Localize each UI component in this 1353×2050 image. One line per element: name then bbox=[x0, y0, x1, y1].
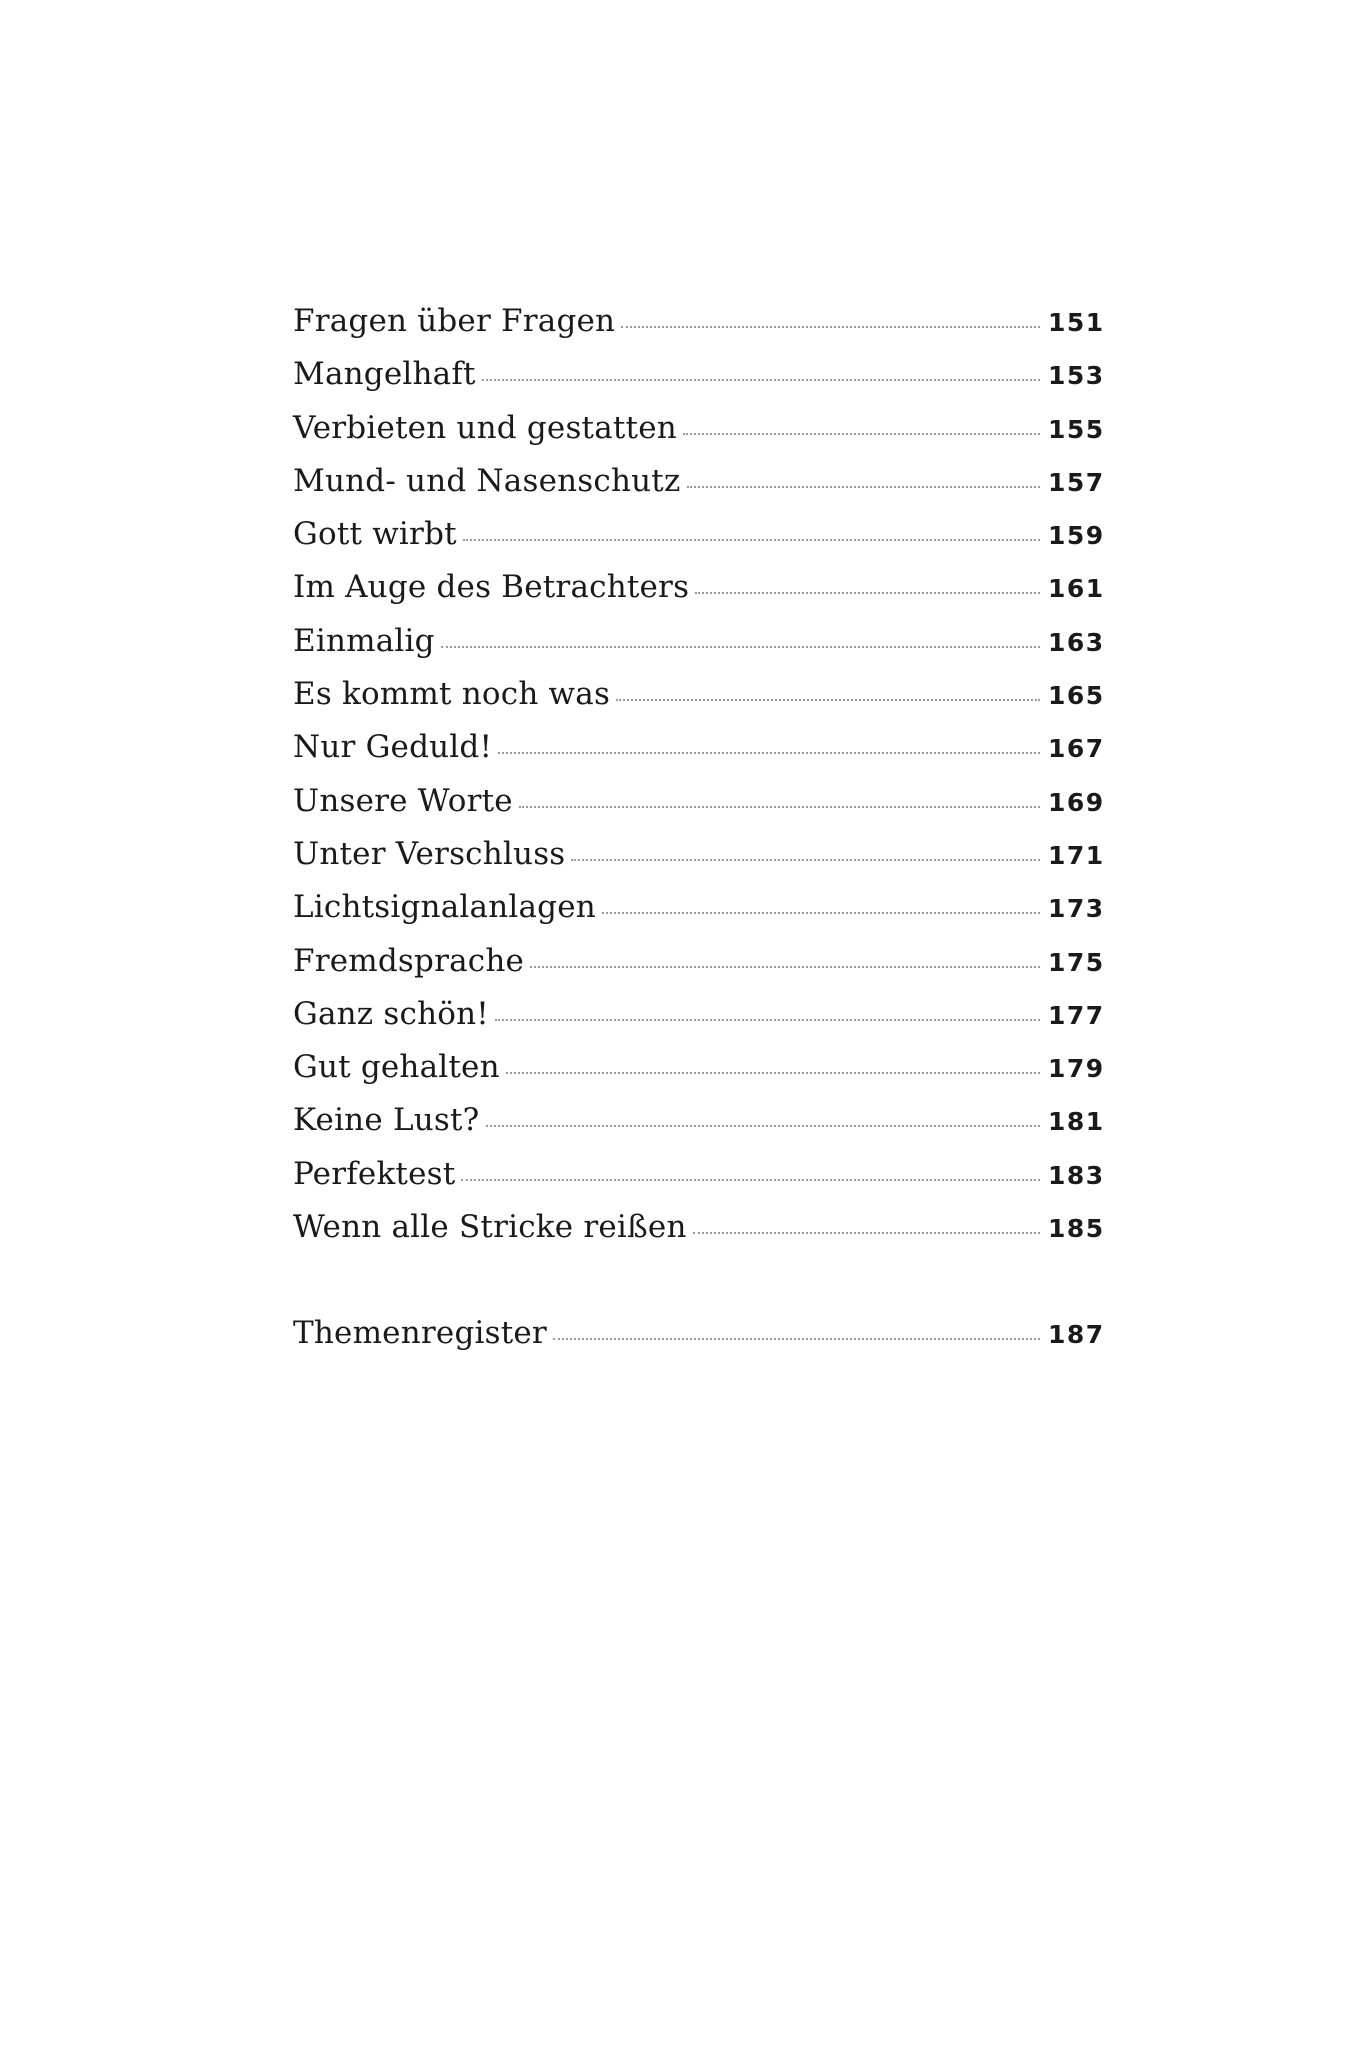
toc-entry-page-number: 165 bbox=[1048, 681, 1105, 711]
toc-entry-title: Wenn alle Stricke reißen bbox=[293, 1209, 687, 1246]
toc-entry-title: Unter Verschluss bbox=[293, 835, 566, 872]
toc-entry[interactable] bbox=[293, 782, 1105, 836]
toc-entry-title: Verbieten und gestatten bbox=[293, 409, 677, 446]
dot-leader bbox=[495, 1019, 1040, 1021]
toc-entry-page-number: 183 bbox=[1048, 1160, 1105, 1190]
toc-entry[interactable] bbox=[293, 356, 1105, 409]
dot-leader bbox=[486, 1125, 1041, 1127]
toc-entry-title: Keine Lust? bbox=[293, 1102, 480, 1139]
toc-entry-list bbox=[293, 303, 1105, 1262]
dot-leader bbox=[498, 752, 1040, 754]
toc-entry-title: Im Auge des Betrachters bbox=[293, 569, 690, 606]
toc-entry-page-number: 177 bbox=[1048, 1000, 1105, 1030]
dot-leader bbox=[683, 433, 1040, 435]
dot-leader bbox=[530, 966, 1040, 968]
toc-entry-page-number: 155 bbox=[1048, 414, 1105, 444]
toc-entry[interactable] bbox=[293, 835, 1105, 889]
toc-entry[interactable] bbox=[293, 942, 1105, 996]
dot-leader bbox=[519, 806, 1040, 808]
toc-entry-page-number: 187 bbox=[1048, 1320, 1105, 1350]
toc-entry-title: Einmalig bbox=[293, 622, 435, 659]
toc-entry[interactable] bbox=[293, 729, 1105, 782]
toc-entry-page-number: 171 bbox=[1048, 840, 1105, 870]
toc-entry[interactable] bbox=[293, 569, 1105, 622]
dot-leader bbox=[695, 592, 1040, 594]
toc-entry-page-number: 169 bbox=[1048, 787, 1105, 817]
dot-leader bbox=[616, 699, 1040, 701]
toc-entry-themenregister[interactable] bbox=[293, 1315, 1105, 1368]
toc-entry[interactable] bbox=[293, 409, 1105, 463]
toc-entry[interactable] bbox=[293, 303, 1105, 356]
toc-entry-title: Gott wirbt bbox=[293, 516, 457, 553]
toc-entry-page-number: 157 bbox=[1048, 467, 1105, 497]
dot-leader bbox=[463, 539, 1040, 541]
toc-entry-title: Fremdsprache bbox=[293, 942, 525, 979]
toc-entry-page-number: 179 bbox=[1048, 1054, 1105, 1084]
toc-entry[interactable] bbox=[293, 889, 1105, 942]
toc-entry-title: Fragen über Fragen bbox=[293, 303, 616, 339]
toc-entry[interactable] bbox=[293, 462, 1105, 516]
dot-leader bbox=[621, 326, 1040, 328]
toc-entry-title: Lichtsignalanlagen bbox=[293, 889, 596, 926]
toc-entry[interactable] bbox=[293, 1102, 1105, 1155]
toc-entry[interactable] bbox=[293, 1155, 1105, 1209]
toc-entry-title: Nur Geduld! bbox=[293, 729, 493, 766]
dot-leader bbox=[687, 486, 1041, 488]
toc-entry-page-number: 159 bbox=[1048, 521, 1105, 551]
toc-entry-page-number: 151 bbox=[1048, 308, 1105, 337]
toc-entry-page-number: 163 bbox=[1048, 627, 1105, 657]
toc-entry-title: Unsere Worte bbox=[293, 782, 513, 819]
toc-entry-page-number: 185 bbox=[1048, 1214, 1105, 1244]
table-of-contents bbox=[293, 303, 1105, 1369]
toc-entry-title: Perfektest bbox=[293, 1155, 456, 1192]
toc-entry-page-number: 181 bbox=[1048, 1107, 1105, 1137]
dot-leader bbox=[553, 1338, 1040, 1340]
toc-entry[interactable] bbox=[293, 1049, 1105, 1102]
dot-leader bbox=[571, 859, 1040, 861]
toc-entry[interactable] bbox=[293, 995, 1105, 1049]
toc-entry[interactable] bbox=[293, 516, 1105, 569]
toc-entry-title: Ganz schön! bbox=[293, 995, 489, 1032]
toc-entry-page-number: 175 bbox=[1048, 947, 1105, 977]
dot-leader bbox=[441, 646, 1040, 648]
toc-entry-title: Mangelhaft bbox=[293, 356, 476, 393]
dot-leader bbox=[602, 912, 1040, 914]
dot-leader bbox=[482, 379, 1040, 381]
toc-entry-page-number: 161 bbox=[1048, 574, 1105, 604]
dot-leader bbox=[693, 1232, 1040, 1234]
toc-entry-page-number: 173 bbox=[1048, 894, 1105, 924]
toc-entry-page-number: 153 bbox=[1048, 361, 1105, 391]
toc-entry-title: Themenregister bbox=[293, 1315, 547, 1352]
toc-entry[interactable] bbox=[293, 676, 1105, 729]
dot-leader bbox=[461, 1179, 1040, 1181]
toc-entry-page-number: 167 bbox=[1048, 734, 1105, 764]
toc-entry[interactable] bbox=[293, 1209, 1105, 1262]
toc-entry-title: Es kommt noch was bbox=[293, 676, 611, 713]
toc-entry-title: Gut gehalten bbox=[293, 1049, 500, 1086]
toc-entry-title: Mund- und Nasenschutz bbox=[293, 462, 681, 499]
toc-entry[interactable] bbox=[293, 622, 1105, 676]
dot-leader bbox=[506, 1072, 1040, 1074]
